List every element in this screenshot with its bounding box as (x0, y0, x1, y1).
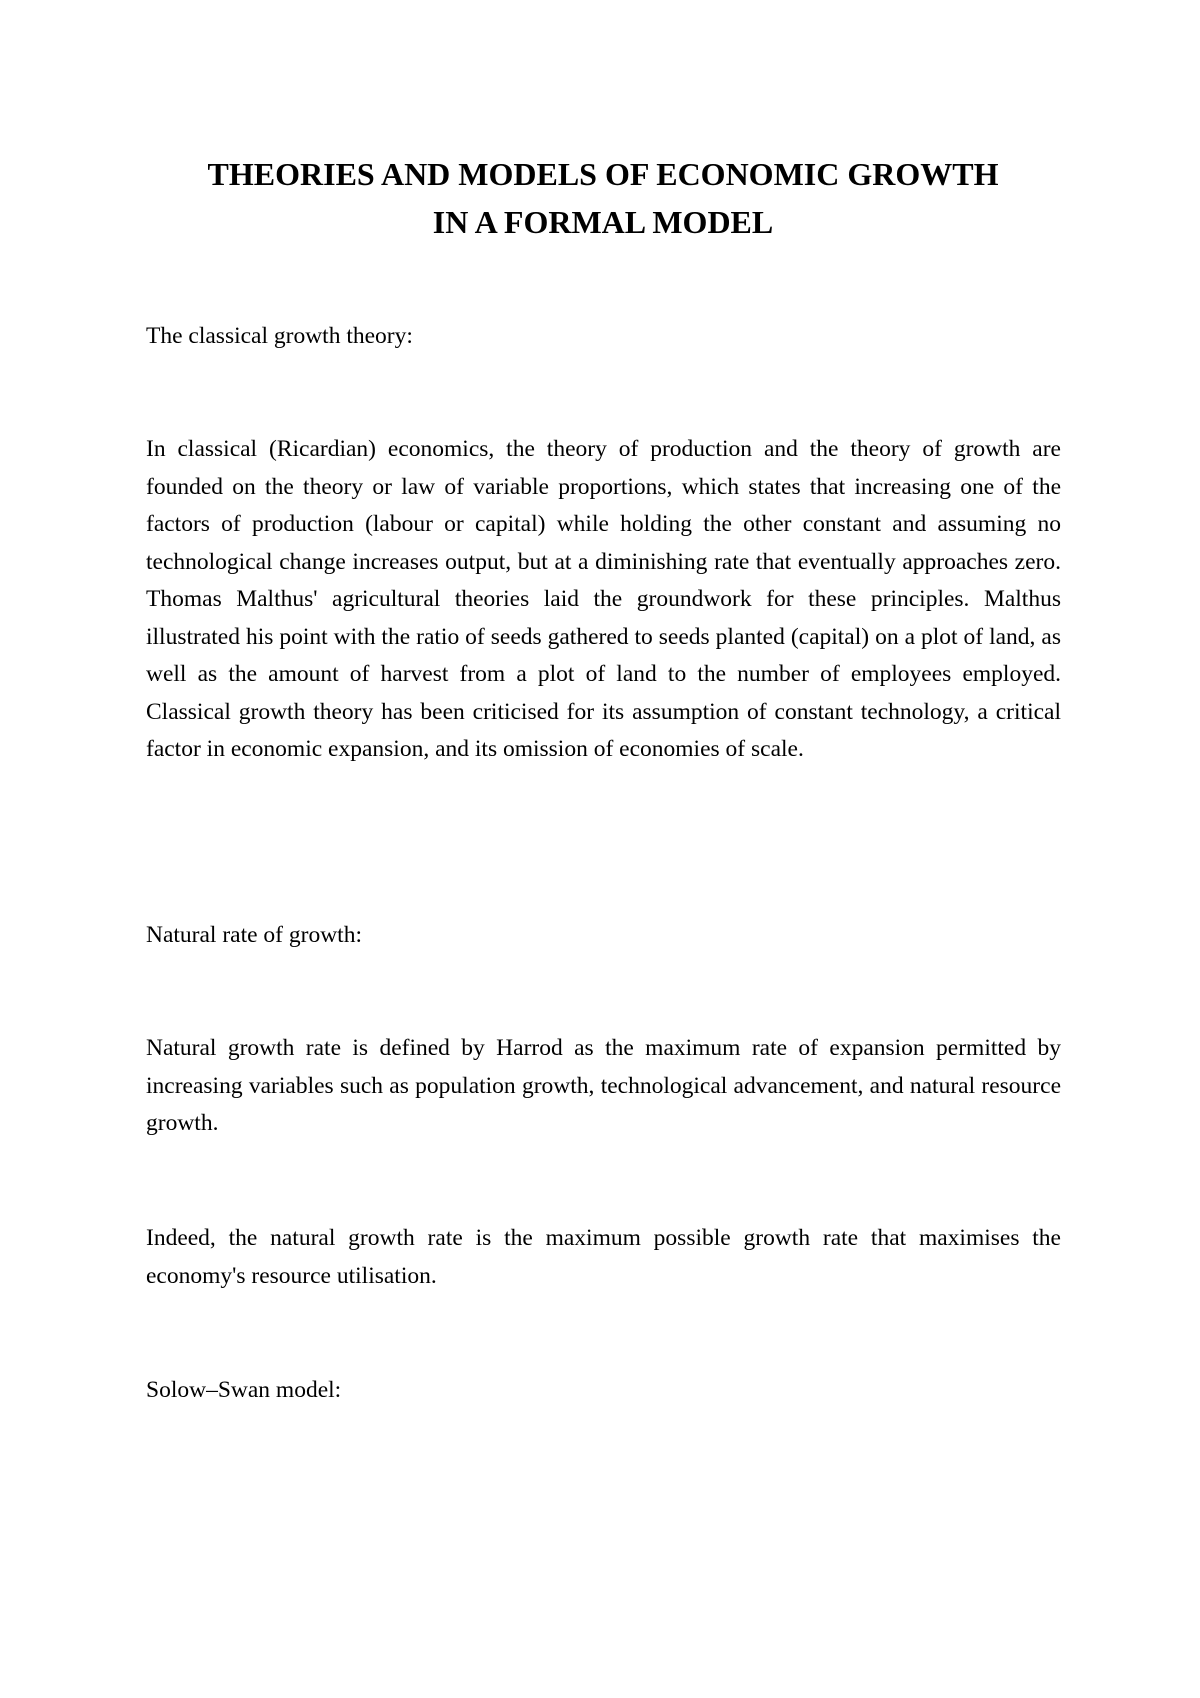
classical-growth-heading: The classical growth theory: (146, 323, 413, 349)
classical-growth-paragraph: In classical (Ricardian) economics, the theory of production and the theory of growth are founded on the theory or law of variable proportions, which states that increasing one of the factors of production (labour or capital) while holding the other constant and assuming no technological change increases output, but at a diminishing rate that eventually approaches zero. Thomas Malthus' agricultural theories laid the groundwork for these principles. Malthus illustrated his point with the ratio of seeds gathered to seeds planted (capital) on a plot of land, as well as the amount of harvest from a plot of land to the number of employees employed. Classical growth theory has been criticised for its assumption of constant technology, a critical factor in economic expansion, and its omission of economies of scale. (146, 436, 1061, 762)
title-line-1: THEORIES AND MODELS OF ECONOMIC GROWTH (207, 156, 999, 192)
document-title (146, 150, 1060, 246)
natural-rate-heading: Natural rate of growth: (146, 922, 362, 948)
natural-rate-paragraph-1: Natural growth rate is defined by Harrod as the maximum rate of expansion permitted by increasing variables such as population growth, technological advancement, and natural resource growth. (146, 1035, 1061, 1136)
solow-swan-heading: Solow–Swan model: (146, 1377, 342, 1403)
natural-rate-paragraph-2: Indeed, the natural growth rate is the maximum possible growth rate that maximises the economy's resource utilisation. (146, 1225, 1061, 1289)
title-line-2: IN A FORMAL MODEL (432, 204, 774, 240)
